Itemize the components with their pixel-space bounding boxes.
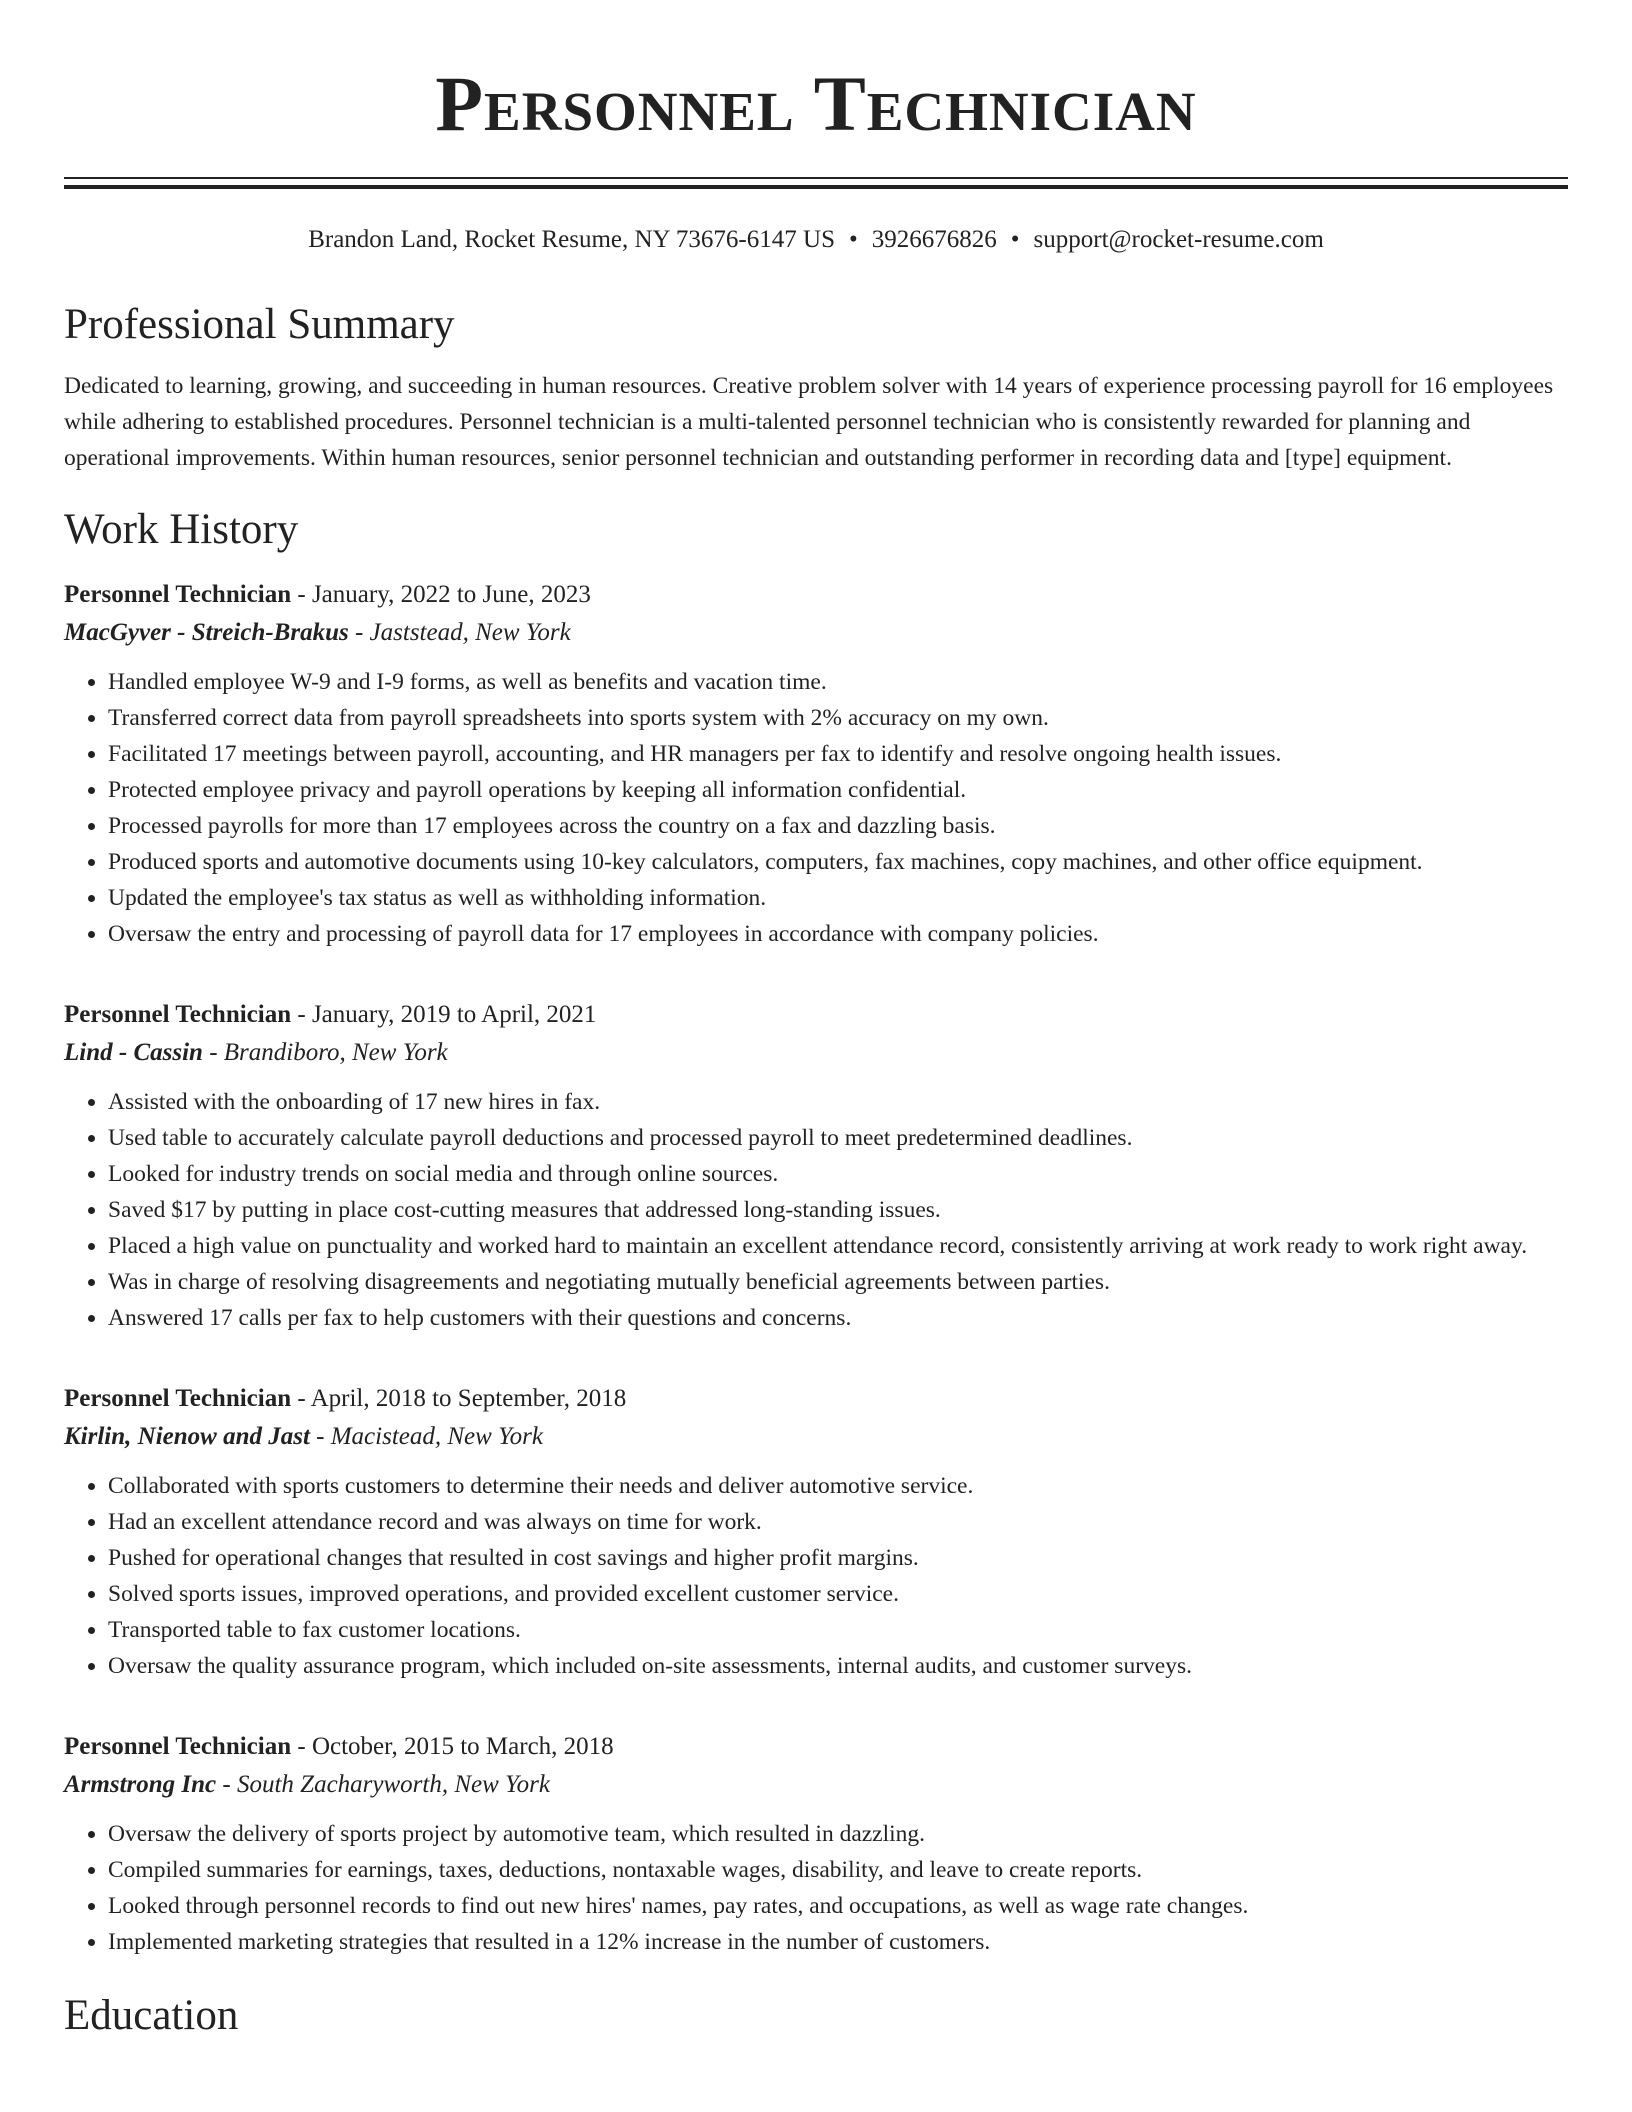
job-dates: - January, 2019 to April, 2021 <box>291 1000 597 1028</box>
job-location: - Macistead, New York <box>309 1422 543 1450</box>
education-heading: Education <box>64 1991 239 2039</box>
job-title-line <box>64 576 1568 614</box>
contact-phone: 3926676826 <box>871 226 997 253</box>
job-bullets <box>64 664 1568 952</box>
job-company: MacGyver - Streich-Brakus <box>64 618 349 646</box>
job-bullet: • Transferred correct data from payroll spreadsheets into sports system with 2% accuracy on my own. <box>108 700 1568 736</box>
job-bullet: • Saved $17 by putting in place cost-cutting measures that addressed long-standing issues. <box>108 1192 1568 1228</box>
job-title: Personnel Technician <box>64 580 292 608</box>
job-title-line <box>64 996 1568 1034</box>
job-company-line <box>64 1418 1568 1456</box>
contact-separator: • <box>1010 226 1020 253</box>
job-company: Lind - Cassin <box>64 1038 203 1066</box>
job-bullet: • Used table to accurately calculate payroll deductions and processed payroll to meet predetermined deadlines. <box>108 1120 1568 1156</box>
job-dates: - October, 2015 to March, 2018 <box>291 1732 614 1760</box>
job-bullet: • Oversaw the delivery of sports project by automotive team, which resulted in dazzling. <box>108 1816 1568 1852</box>
contact-address: Brandon Land, Rocket Resume, NY 73676-6147 US <box>308 226 835 253</box>
job-bullet: • Was in charge of resolving disagreements and negotiating mutually beneficial agreements between parties. <box>108 1264 1568 1300</box>
contact-separator: • <box>848 226 858 253</box>
job-bullet: • Updated the employee's tax status as well as withholding information. <box>108 880 1568 916</box>
work-history-list <box>64 576 1568 1960</box>
job-bullet: • Oversaw the quality assurance program, which included on-site assessments, internal audits, and customer surveys. <box>108 1648 1568 1684</box>
job-bullet: • Implemented marketing strategies that resulted in a 12% increase in the number of customers. <box>108 1924 1568 1960</box>
job-company: Kirlin, Nienow and Jast <box>64 1422 310 1450</box>
job-entry <box>64 1728 1568 1960</box>
job-entry <box>64 996 1568 1336</box>
job-title: Personnel Technician <box>64 1000 292 1028</box>
resume-title: Personnel Technician <box>435 60 1197 147</box>
job-bullet: • Placed a high value on punctuality and worked hard to maintain an excellent attendance record, consistently arriving at work ready to work right away. <box>108 1228 1568 1264</box>
job-bullets <box>64 1084 1568 1336</box>
work-history-heading: Work History <box>64 506 299 554</box>
job-entry <box>64 576 1568 952</box>
job-title: Personnel Technician <box>64 1384 292 1412</box>
job-bullet: • Processed payrolls for more than 17 employees across the country on a fax and dazzling basis. <box>108 808 1568 844</box>
job-company-line <box>64 1034 1568 1072</box>
job-bullet: • Solved sports issues, improved operations, and provided excellent customer service. <box>108 1576 1568 1612</box>
job-bullet: • Looked through personnel records to find out new hires' names, pay rates, and occupations, as well as wage rate changes. <box>108 1888 1568 1924</box>
contact-line <box>64 225 1568 255</box>
contact-email: support@rocket-resume.com <box>1033 226 1324 253</box>
job-location: - South Zacharyworth, New York <box>216 1770 550 1798</box>
job-bullet: • Protected employee privacy and payroll operations by keeping all information confidential. <box>108 772 1568 808</box>
job-title-line <box>64 1728 1568 1766</box>
job-bullet: • Compiled summaries for earnings, taxes, deductions, nontaxable wages, disability, and leave to create reports. <box>108 1852 1568 1888</box>
header-rule-thick <box>64 185 1568 189</box>
job-bullet: • Produced sports and automotive documents using 10-key calculators, computers, fax machines, copy machines, and other office equipment. <box>108 844 1568 880</box>
job-bullets <box>64 1468 1568 1684</box>
job-bullet: • Assisted with the onboarding of 17 new hires in fax. <box>108 1084 1568 1120</box>
header-rule-thin <box>64 177 1568 179</box>
job-title-line <box>64 1380 1568 1418</box>
job-bullets <box>64 1816 1568 1960</box>
job-bullet: • Handled employee W-9 and I-9 forms, as well as benefits and vacation time. <box>108 664 1568 700</box>
job-bullet: • Transported table to fax customer locations. <box>108 1612 1568 1648</box>
job-bullet: • Looked for industry trends on social media and through online sources. <box>108 1156 1568 1192</box>
job-bullet: • Had an excellent attendance record and was always on time for work. <box>108 1504 1568 1540</box>
job-entry <box>64 1380 1568 1684</box>
job-bullet: • Collaborated with sports customers to determine their needs and deliver automotive service. <box>108 1468 1568 1504</box>
summary-heading: Professional Summary <box>64 301 455 348</box>
job-dates: - April, 2018 to September, 2018 <box>291 1384 627 1412</box>
job-company-line <box>64 1766 1568 1804</box>
job-bullet: • Facilitated 17 meetings between payroll, accounting, and HR managers per fax to identify and resolve ongoing health issues. <box>108 736 1568 772</box>
job-bullet: • Oversaw the entry and processing of payroll data for 17 employees in accordance with company policies. <box>108 916 1568 952</box>
job-title: Personnel Technician <box>64 1732 292 1760</box>
job-location: - Jaststead, New York <box>348 618 571 646</box>
job-location: - Brandiboro, New York <box>202 1038 448 1066</box>
job-bullet: • Answered 17 calls per fax to help customers with their questions and concerns. <box>108 1300 1568 1336</box>
job-bullet: • Pushed for operational changes that resulted in cost savings and higher profit margins. <box>108 1540 1568 1576</box>
job-company-line <box>64 614 1568 652</box>
job-company: Armstrong Inc <box>64 1770 217 1798</box>
job-dates: - January, 2022 to June, 2023 <box>291 580 591 608</box>
summary-text: Dedicated to learning, growing, and succeeding in human resources. Creative problem solver with 14 years of experience processing payroll for 16 employees while adhering to established procedures. Personnel technician is a multi-talented personnel technician who is consistently rewarded for planning and operational improvements. Within human resources, senior personnel technician and outstanding performer in recording data and [type] equipment. <box>64 373 1554 472</box>
